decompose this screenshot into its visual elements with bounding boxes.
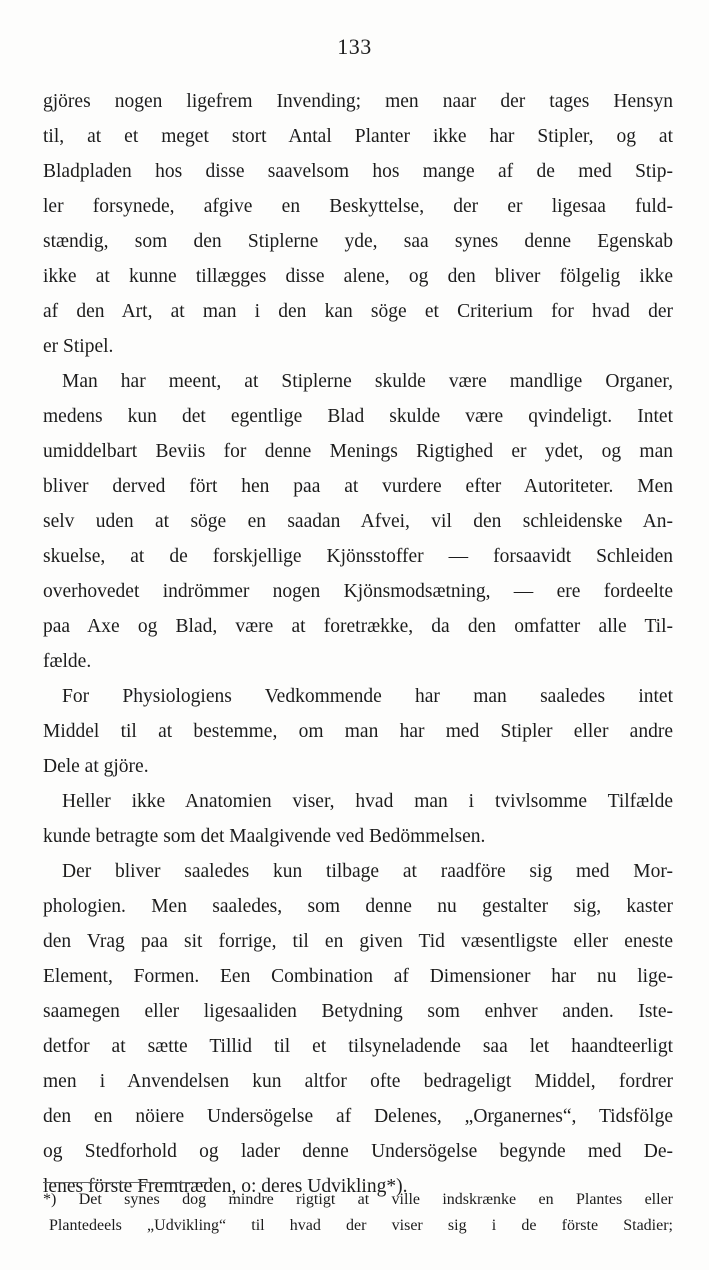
text-line: stændig, som den Stiplerne yde, saa synes denne Egenskab (43, 231, 673, 252)
text-line: kunde betragte som det Maalgivende ved Bedömmelsen. (43, 826, 486, 847)
footnote-line: *) Det synes dog mindre rigtigt at ville indskrænke en Plantes eller (43, 1191, 673, 1208)
text-line: Dele at gjöre. (43, 756, 149, 777)
footnote-divider (43, 1182, 213, 1183)
text-line: medens kun det egentlige Blad skulde være qvindeligt. Intet (43, 406, 673, 427)
text-line: umiddelbart Beviis for denne Menings Rigtighed er ydet, og man (43, 441, 673, 462)
text-line: og Stedforhold og lader denne Undersögelse begynde med De- (43, 1141, 673, 1162)
text-line: Heller ikke Anatomien viser, hvad man i tvivlsomme Tilfælde (62, 791, 673, 812)
text-line: paa Axe og Blad, være at foretrække, da den omfatter alle Til- (43, 616, 673, 637)
text-line: phologien. Men saaledes, som denne nu gestalter sig, kaster (43, 896, 673, 917)
text-line: ikke at kunne tillægges disse alene, og den bliver fölgelig ikke (43, 266, 673, 287)
text-line: skuelse, at de forskjellige Kjönsstoffer — forsaavidt Schleiden (43, 546, 673, 567)
text-line: Middel til at bestemme, om man har med Stipler eller andre (43, 721, 673, 742)
text-line: gjöres nogen ligefrem Invending; men naar der tages Hensyn (43, 91, 673, 112)
text-line: af den Art, at man i den kan söge et Criterium for hvad der (43, 301, 673, 322)
text-line: detfor at sætte Tillid til et tilsyneladende saa let haandteerligt (43, 1036, 673, 1057)
text-line: den Vrag paa sit forrige, til en given Tid væsentligste eller eneste (43, 931, 673, 952)
text-line: er Stipel. (43, 336, 114, 357)
text-line: For Physiologiens Vedkommende har man saaledes intet (62, 686, 673, 707)
text-line: Man har meent, at Stiplerne skulde være mandlige Organer, (62, 371, 673, 392)
text-line: Bladpladen hos disse saavelsom hos mange af de med Stip- (43, 161, 673, 182)
text-line: fælde. (43, 651, 92, 672)
footnote-line: Plantedeels „Udvikling“ til hvad der viser sig i de förste Stadier; (49, 1217, 673, 1234)
text-line: men i Anvendelsen kun altfor ofte bedrageligt Middel, fordrer (43, 1071, 673, 1092)
text-line: overhovedet indrömmer nogen Kjönsmodsætning, — ere fordeelte (43, 581, 673, 602)
text-line: lenes förste Fremtræden, o: deres Udvikling*). (43, 1176, 408, 1197)
text-line: Der bliver saaledes kun tilbage at raadföre sig med Mor- (62, 861, 673, 882)
text-line: Element, Formen. Een Combination af Dimensioner har nu lige- (43, 966, 673, 987)
text-line: selv uden at söge en saadan Afvei, vil den schleidenske An- (43, 511, 673, 532)
text-line: ler forsynede, afgive en Beskyttelse, der er ligesaa fuld- (43, 196, 673, 217)
text-line: saamegen eller ligesaaliden Betydning som enhver anden. Iste- (43, 1001, 673, 1022)
text-line: den en nöiere Undersögelse af Delenes, „Organernes“, Tidsfölge (43, 1106, 673, 1127)
footnotes (43, 1187, 673, 1239)
text-line: bliver derved fört hen paa at vurdere efter Autoriteter. Men (43, 476, 673, 497)
page-number: 133 (337, 34, 372, 59)
text-line: til, at et meget stort Antal Planter ikke har Stipler, og at (43, 126, 673, 147)
body-text (43, 84, 673, 1204)
